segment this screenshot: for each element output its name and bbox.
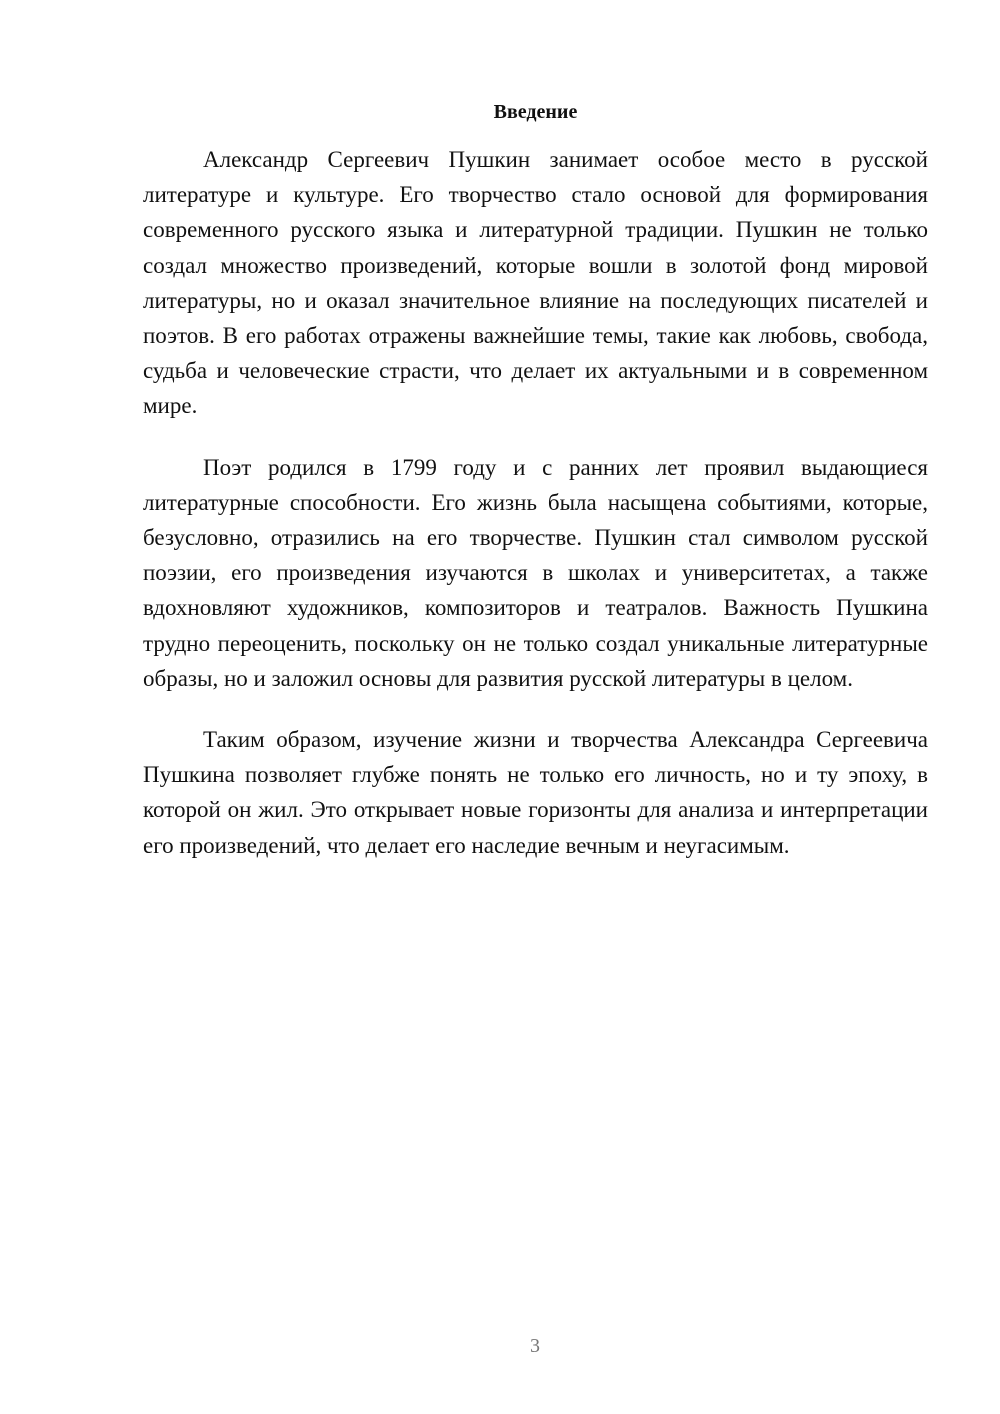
paragraph-2: Поэт родился в 1799 году и с ранних лет проявил выдающиеся литературные способности. Его жизнь была насыщена событиями, которые, безусловно, отразились на его творчестве. Пушкин стал символом русской поэзии, его произведения изучаются в школах и университетах, а также вдохновляют художников, композиторов и театралов. Важность Пушкина трудно переоценить, поскольку он не только создал уникальные литературные образы, но и заложил основы для развития русской литературы в целом. xyxy=(143,454,928,691)
paragraph-3: Таким образом, изучение жизни и творчества Александра Сергеевича Пушкина позволяет глубже понять не только его личность, но и ту эпоху, в которой он жил. Это открывает новые горизонты для анализа и интерпретации его произведений, что делает его наследие вечным и неугасимым. xyxy=(143,727,928,858)
section-heading: Введение xyxy=(493,101,578,123)
body-text xyxy=(143,142,928,889)
paragraph-1: Александр Сергеевич Пушкин занимает особое место в русской литературе и культуре. Его творчество стало основой для формирования современного русского языка и литературной традиции. Пушкин не только создал множество произведений, которые вошли в золотой фонд мировой литературы, но и оказал значительное влияние на последующих писателей и поэтов. В его работах отражены важнейшие темы, такие как любовь, свобода, судьба и человеческие страсти, что делает их актуальными и в современном мире. xyxy=(143,147,928,419)
page-number: 3 xyxy=(530,1335,540,1357)
